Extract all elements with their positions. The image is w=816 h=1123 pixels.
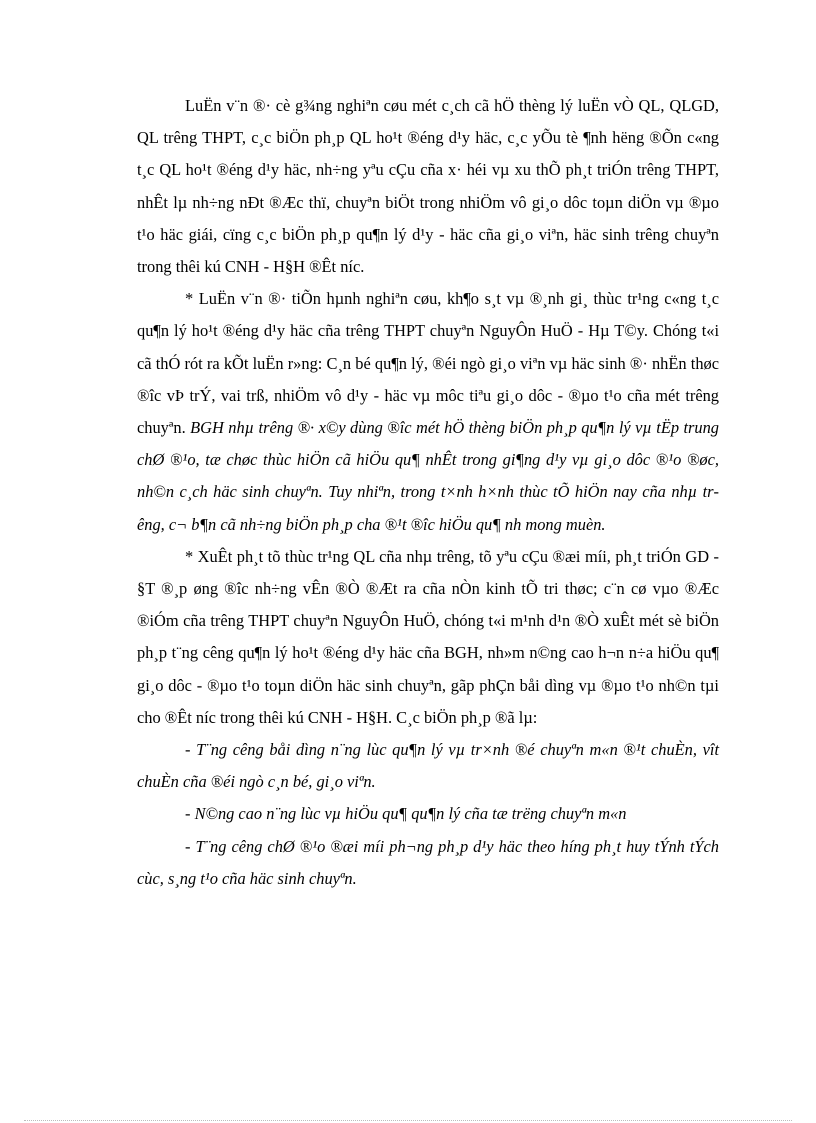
page-bottom-divider <box>24 1120 792 1121</box>
list-dash: - <box>185 836 196 856</box>
body-text <box>137 90 719 895</box>
list-item <box>137 798 719 830</box>
paragraph-survey <box>137 283 719 541</box>
list-item-text: T¨ng cêng båi dìng n¨ng lùc qu¶n lý vµ tr×nh ®é chuyªn m«n ®¹t chuÈn, vît chuÈn cña ®éi ngò c¸n bé, gi¸o viªn. <box>137 740 720 792</box>
paragraph-text: * LuËn v¨n ®· tiÕn hµnh nghiªn cøu, kh¶o s¸t vµ ®¸nh gi¸ thùc tr¹ng c«ng t¸c qu¶n lý ho¹t ®éng d¹y häc cña trêng THPT chuyªn NguyÔn HuÖ - Hµ T©y. Chóng t«i cã thÓ rót ra kÕt luËn r»ng: C¸n bé qu¶n lý, ®éi ngò gi¸o viªn vµ häc sinh ®· nhËn thøc ®îc vÞ trÝ, vai trß, nhiÖm vô d¹y - häc vµ môc tiªu gi¸o dôc - ®µo t¹o cña mét trêng chuyªn. <box>137 289 719 438</box>
paragraph-proposal <box>137 541 719 734</box>
paragraph-text: * XuÊt ph¸t tõ thùc tr¹ng QL cña nhµ trêng, tõ yªu cÇu ®æi míi, ph¸t triÓn GD - §T ®¸p øng ®îc nh÷ng vÊn ®Ò ®Æt ra cña nÒn kinh tÕ tri thøc; c¨n cø vµo ®Æc ®iÓm cña trêng THPT chuyªn NguyÔn HuÖ, chóng t«i m¹nh d¹n ®Ò xuÊt mét sè biÖn ph¸p t¨ng cêng qu¶n lý ho¹t ®éng d¹y häc cña BGH, nh»m n©ng cao h¬n n÷a hiÖu qu¶ gi¸o dôc - ®µo t¹o toµn diÖn häc sinh chuyªn, gãp phÇn båi dìng vµ ®µo t¹o nh©n tµi cho ®Êt níc trong thêi kú CNH - H§H. C¸c biÖn ph¸p ®ã lµ: <box>137 546 719 727</box>
list-item-text: N©ng cao n¨ng lùc vµ hiÖu qu¶ qu¶n lý cña tæ trëng chuyªn m«n <box>194 804 627 824</box>
list-dash: - <box>185 804 195 824</box>
list-item <box>137 831 719 895</box>
list-dash: - <box>185 740 197 760</box>
paragraph-text-italic: BGH nhµ trêng ®· x©y dùng ®îc mét hÖ thèng biÖn ph¸p qu¶n lý vµ tËp trung chØ ®¹o, tæ chøc thùc hiÖn cã hiÖu qu¶ nhÊt trong gi¶ng d¹y vµ gi¸o dôc ®¹o ®øc, nh©n c¸ch häc sinh chuyªn. Tuy nhiªn, trong t×nh h×nh thùc tÕ hiÖn nay cña nhµ trêng, c¬ b¶n cã nh÷ng biÖn ph¸p cha ®¹t ®îc hiÖu qu¶ nh mong muèn. <box>137 418 719 534</box>
paragraph-summary <box>137 90 719 283</box>
paragraph-text: LuËn v¨n ®· cè g¾ng nghiªn cøu mét c¸ch cã hÖ thèng lý luËn vÒ QL, QLGD, QL trêng THPT, c¸c biÖn ph¸p QL ho¹t ®éng d¹y häc, c¸c yÕu tè ¶nh hëng ®Õn c«ng t¸c QL ho¹t ®éng d¹y häc, nh÷ng yªu cÇu cña x· héi vµ xu thÕ ph¸t triÓn trêng THPT, nhÊt lµ nh÷ng nÐt ®Æc thï, chuyªn biÖt trong nhiÖm vô gi¸o dôc toµn diÖn vµ ®µo t¹o häc giái, cïng c¸c biÖn ph¸p qu¶n lý d¹y - häc cña gi¸o viªn, häc sinh trêng chuyªn trong thêi kú CNH - H§H ®Êt níc. <box>137 96 719 277</box>
list-item <box>137 734 719 798</box>
list-item-text: T¨ng cêng chØ ®¹o ®æi míi ph¬ng ph¸p d¹y häc theo híng ph¸t huy tÝnh tÝch cùc, s¸ng t¹o cña häc sinh chuyªn. <box>137 836 719 888</box>
